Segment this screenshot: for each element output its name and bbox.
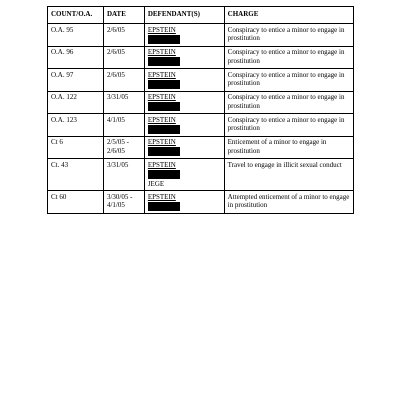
defendant-name: EPSTEIN [147, 115, 176, 124]
cell-count: O.A. 123 [48, 114, 104, 137]
defendant-name: EPSTEIN [147, 25, 176, 34]
table-row [48, 91, 354, 114]
redaction-bar [148, 57, 180, 66]
defendant-name: EPSTEIN [147, 48, 176, 56]
cell-count: O.A. 95 [48, 24, 104, 47]
cell-charge: Travel to engage in illicit sexual conduct [224, 159, 353, 191]
header-date: DATE [103, 7, 144, 24]
defendant-name: EPSTEIN [147, 70, 176, 79]
table-row [48, 69, 354, 92]
defendant-extra: JEGE [147, 179, 165, 188]
table-row [48, 46, 354, 69]
redaction-bar [148, 147, 180, 156]
cell-date: 3/30/05 - 4/1/05 [103, 191, 144, 214]
cell-date: 2/6/05 [103, 46, 144, 69]
cell-date: 2/6/05 [103, 24, 144, 47]
cell-count: Ct. 43 [48, 159, 104, 191]
table-row [48, 136, 354, 159]
header-charge: CHARGE [224, 7, 353, 24]
cell-count: Ct 6 [48, 136, 104, 159]
cell-charge: Conspiracy to entice a minor to engage in prostitution [224, 114, 353, 137]
cell-count: O.A. 122 [48, 91, 104, 114]
redaction-bar [148, 80, 180, 89]
table-row [48, 191, 354, 214]
cell-charge: Enticement of a minor to engage in prostitution [224, 136, 353, 159]
cell-defendant [144, 159, 224, 191]
cell-charge: Conspiracy to entice a minor to engage in prostitution [224, 24, 353, 47]
cell-date: 4/1/05 [103, 114, 144, 137]
cell-defendant [144, 91, 224, 114]
charges-table [47, 6, 354, 214]
cell-count: O.A. 96 [48, 46, 104, 69]
redaction-bar [148, 170, 180, 179]
defendant-name: EPSTEIN [147, 138, 176, 146]
redaction-bar [148, 35, 180, 44]
cell-date: 3/31/05 [103, 159, 144, 191]
cell-defendant [144, 69, 224, 92]
cell-defendant [144, 114, 224, 137]
redaction-bar [148, 102, 180, 111]
redaction-bar [148, 125, 180, 134]
cell-date: 3/31/05 [103, 91, 144, 114]
cell-count: Ct 60 [48, 191, 104, 214]
table-body [48, 24, 354, 214]
cell-defendant [144, 24, 224, 47]
redaction-bar [148, 202, 180, 211]
cell-defendant [144, 46, 224, 69]
cell-charge: Conspiracy to entice a minor to engage in prostitution [224, 69, 353, 92]
defendant-name: EPSTEIN [147, 160, 176, 169]
header-defendants: DEFENDANT(S) [144, 7, 224, 24]
table-row [48, 159, 354, 191]
cell-date: 2/6/05 [103, 69, 144, 92]
cell-count: O.A. 97 [48, 69, 104, 92]
cell-charge: Conspiracy to entice a minor to engage in prostitution [224, 46, 353, 69]
table-row [48, 114, 354, 137]
cell-charge: Conspiracy to entice a minor to engage in prostitution [224, 91, 353, 114]
table-header-row [48, 7, 354, 24]
header-count: COUNT/O.A. [48, 7, 104, 24]
defendant-name: EPSTEIN [147, 192, 176, 201]
defendant-name: EPSTEIN [147, 93, 176, 101]
cell-defendant [144, 191, 224, 214]
cell-charge: Attempted enticement of a minor to engage in prostitution [224, 191, 353, 214]
cell-date: 2/5/05 - 2/6/05 [103, 136, 144, 159]
table-row [48, 24, 354, 47]
cell-defendant [144, 136, 224, 159]
